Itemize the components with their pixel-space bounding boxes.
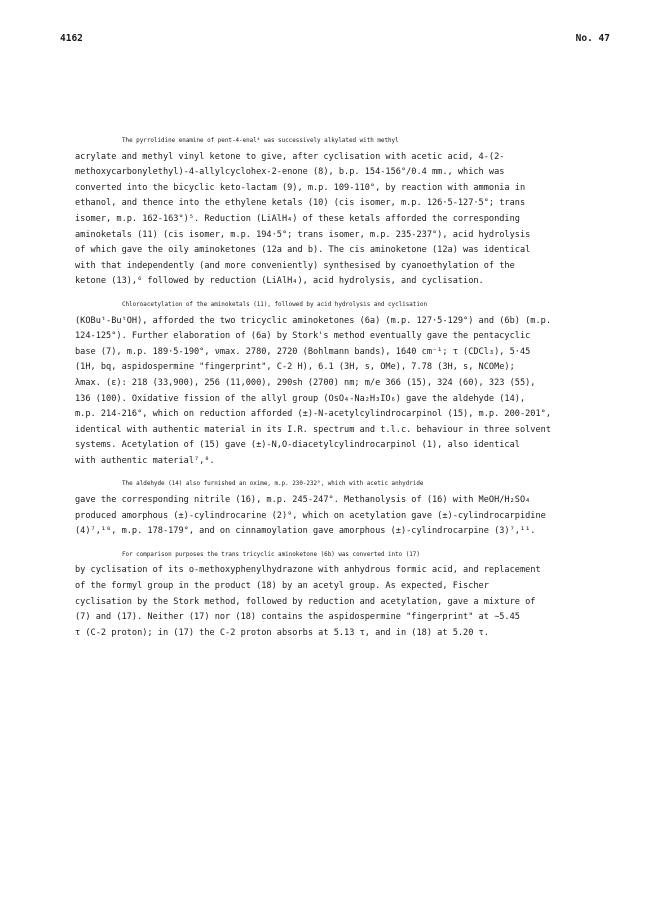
- text-line: 124-125°). Further elaboration of (6a) by Stork's method eventually gave the pentacyclic: [75, 331, 531, 342]
- text-line: ethanol, and thence into the ethylene ketals (10) (cis isomer, m.p. 126·5-127·5°; trans: [75, 198, 526, 209]
- text-line: (1H, bq, aspidospermine "fingerprint", C-2 H), 6.1 (3H, s, OMe), 7.78 (3H, s, NCOMe);: [75, 362, 515, 373]
- text-line: by cyclisation of its o-methoxyphenylhydrazone with anhydrous formic acid, and replacement: [75, 565, 541, 576]
- text-line: ketone (13),⁶ followed by reduction (LiAlH₄), acid hydrolysis, and cyclisation.: [75, 276, 484, 287]
- text-line: The aldehyde (14) also furnished an oxime, m.p. 230-232°, which with acetic anhydride: [122, 481, 424, 488]
- text-line: m.p. 214-216°, which on reduction afforded (±)-N-acetylcylindrocarpinol (15), m.p. 200-201°,: [75, 409, 551, 420]
- text-line: (KOBuᵗ-BuᵗOH), afforded the two tricyclic aminoketones (6a) (m.p. 127·5-129°) and (6b) (m.p.: [75, 315, 551, 326]
- text-line: base (7), m.p. 189·5-190°, νmax. 2780, 2720 (Bohlmann bands), 1640 cm⁻¹; τ (CDCl₃), 5·45: [75, 346, 531, 357]
- text-line: gave the corresponding nitrile (16), m.p. 245-247°. Methanolysis of (16) with MeOH/H₂SO₄: [75, 495, 531, 506]
- article-body: [75, 134, 620, 649]
- text-line: converted into the bicyclic keto-lactam (9), m.p. 109-110°, by reaction with ammonia in: [75, 182, 526, 193]
- text-line: with that independently (and more conveniently) synthesised by cyanoethylation of the: [75, 260, 515, 271]
- text-line: identical with authentic material in its I.R. spectrum and t.l.c. behaviour in three solvent: [75, 424, 551, 435]
- text-line: methoxycarbonylethyl)-4-allylcyclohex-2-enone (8), b.p. 154-156°/0.4 mm., which was: [75, 167, 505, 178]
- text-line: with authentic material⁷,⁸.: [75, 455, 215, 466]
- text-line: systems. Acetylation of (15) gave (±)-N,O-diacetylcylindrocarpinol (1), also identical: [75, 440, 520, 451]
- text-line: 136 (100). Oxidative fission of the allyl group (OsO₄-Na₂H₃IO₆) gave the aldehyde (14),: [75, 393, 526, 404]
- text-line: τ (C-2 proton); in (17) the C-2 proton absorbs at 5.13 τ, and in (18) at 5.20 τ.: [75, 627, 489, 638]
- text-line: The pyrrolidine enamine of pent-4-enal⁴ was successively alkylated with methyl: [122, 138, 399, 144]
- text-line: For comparison purposes the trans tricyclic aminoketone (6b) was converted into (17): [122, 551, 420, 558]
- page-number: 4162: [60, 33, 83, 44]
- text-line: aminoketals (11) (cis isomer, m.p. 194·5°; trans isomer, m.p. 235-237°), acid hydrolysis: [75, 229, 531, 240]
- text-line: (4)⁷,¹⁰, m.p. 178-179°, and on cinnamoylation gave amorphous (±)-cylindrocarpine (3)⁷,¹¹.: [75, 526, 536, 537]
- text-line: isomer, m.p. 162-163°)⁵. Reduction (LiAlH₄) of these ketals afforded the corresponding: [75, 213, 520, 224]
- text-line: of which gave the oily aminoketones (12a and b). The cis aminoketone (12a) was identical: [75, 245, 531, 256]
- journal-issue-number: No. 47: [575, 33, 610, 44]
- text-line: cyclisation by the Stork method, followed by reduction and acetylation, gave a mixture of: [75, 596, 536, 607]
- paragraph: [75, 298, 620, 470]
- text-line: Chloroacetylation of the aminoketals (11), followed by acid hydrolysis and cyclisation: [122, 301, 427, 308]
- paragraph: [75, 548, 620, 642]
- text-line: produced amorphous (±)-cylindrocarine (2)⁹, which on acetylation gave (±)-cylindrocarpidine: [75, 510, 546, 521]
- paragraph: [75, 134, 620, 290]
- text-line: λmax. (ε): 218 (33,900), 256 (11,000), 290sh (2700) nm; m/e 366 (15), 324 (60), 323 (55),: [75, 377, 536, 388]
- text-line: of the formyl group in the product (18) by an acetyl group. As expected, Fischer: [75, 581, 489, 592]
- paragraph: [75, 477, 620, 539]
- text-line: (7) and (17). Neither (17) nor (18) contains the aspidospermine "fingerprint" at ∼5.45: [75, 612, 520, 623]
- text-line: acrylate and methyl vinyl ketone to give, after cyclisation with acetic acid, 4-(2-: [75, 151, 505, 162]
